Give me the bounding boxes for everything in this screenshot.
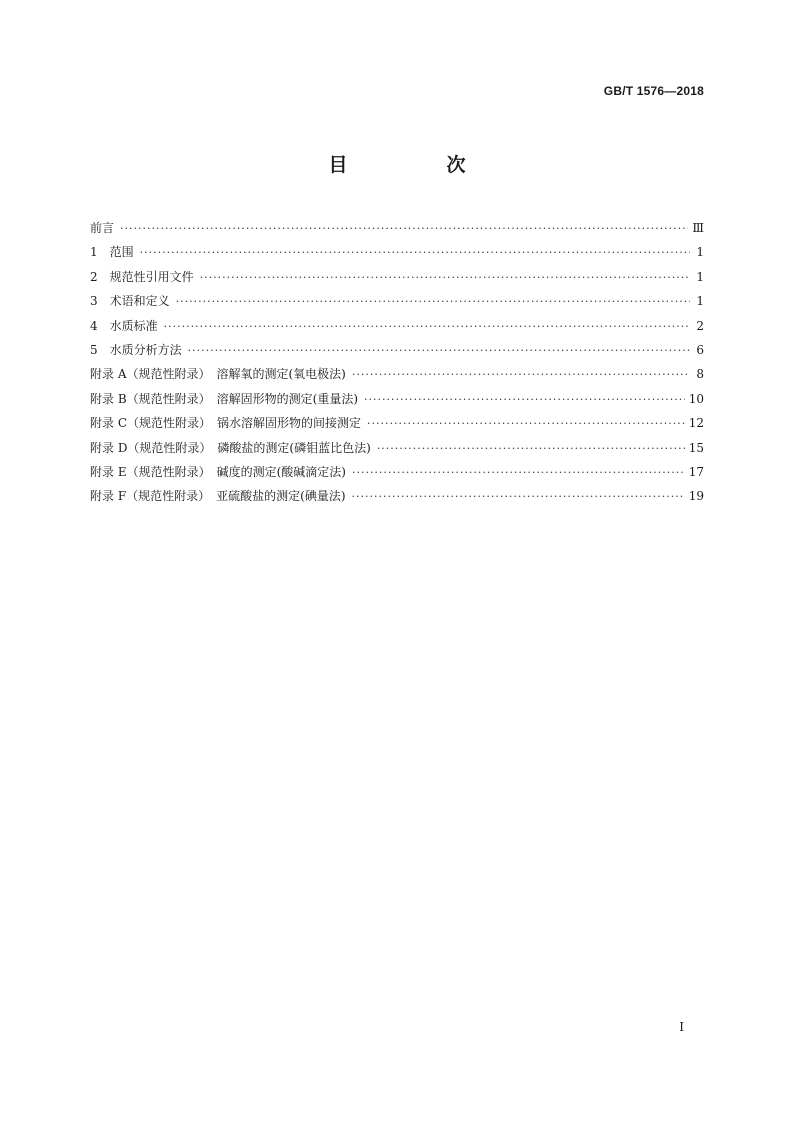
toc-leader-dots xyxy=(364,388,685,412)
toc-entry-annex-e[interactable] xyxy=(90,460,704,484)
toc-entry-page: Ⅲ xyxy=(692,221,704,235)
toc-entry-analysis-methods[interactable] xyxy=(90,338,704,362)
toc-entry-label: 附录 F（规范性附录） 亚硫酸盐的测定(碘量法) xyxy=(90,489,346,504)
toc-entry-label: 5 水质分析方法 xyxy=(90,342,182,357)
toc-entry-water-quality-standard[interactable] xyxy=(90,314,704,338)
toc-entry-label: 附录 C（规范性附录） 锅水溶解固形物的间接测定 xyxy=(90,416,361,431)
toc-entry-label: 前言 xyxy=(90,221,115,235)
toc-entry-label: 3 术语和定义 xyxy=(90,294,170,309)
toc-entry-page: 19 xyxy=(688,489,704,504)
toc-entry-annex-f[interactable] xyxy=(90,484,704,508)
toc-leader-dots xyxy=(176,290,690,314)
toc-entry-scope[interactable] xyxy=(90,240,704,264)
toc-entry-annex-a[interactable] xyxy=(90,362,704,386)
toc-entry-label: 附录 A（规范性附录） 溶解氧的测定(氧电极法) xyxy=(90,367,346,382)
toc-entry-page: 1 xyxy=(696,245,704,260)
toc-entry-label: 附录 E（规范性附录） 碱度的测定(酸碱滴定法) xyxy=(90,464,346,479)
toc-entry-page: 1 xyxy=(696,294,704,309)
toc-entry-page: 1 xyxy=(696,269,704,284)
toc-entry-page: 6 xyxy=(696,342,704,357)
toc-leader-dots xyxy=(120,217,688,241)
toc-leader-dots xyxy=(367,412,685,436)
toc-entry-label: 附录 D（规范性附录） 磷酸盐的测定(磷钼蓝比色法) xyxy=(90,440,371,455)
toc-entry-page: 15 xyxy=(688,440,704,455)
toc-entry-label: 附录 B（规范性附录） 溶解固形物的测定(重量法) xyxy=(90,391,358,406)
toc-leader-dots xyxy=(377,437,685,461)
toc-leader-dots xyxy=(352,363,690,387)
toc-entry-label: 4 水质标准 xyxy=(90,318,158,333)
toc-entry-page: 10 xyxy=(688,391,704,406)
table-of-contents xyxy=(90,216,704,509)
toc-entry-page: 8 xyxy=(696,367,704,382)
page-number: I xyxy=(679,1020,684,1034)
toc-entry-label: 2 规范性引用文件 xyxy=(90,269,194,284)
toc-entry-annex-c[interactable] xyxy=(90,411,704,435)
toc-entry-label: 1 范围 xyxy=(90,245,134,260)
page-title: 目 次 xyxy=(328,154,506,176)
toc-entry-page: 17 xyxy=(688,464,704,479)
toc-leader-dots xyxy=(140,241,690,265)
toc-entry-annex-d[interactable] xyxy=(90,436,704,460)
toc-entry-annex-b[interactable] xyxy=(90,387,704,411)
toc-entry-foreword[interactable] xyxy=(90,216,704,240)
toc-leader-dots xyxy=(188,339,690,363)
toc-leader-dots xyxy=(164,315,690,339)
toc-leader-dots xyxy=(352,485,685,509)
toc-entry-page: 12 xyxy=(688,416,704,431)
toc-leader-dots xyxy=(352,461,685,485)
toc-leader-dots xyxy=(200,266,690,290)
toc-entry-page: 2 xyxy=(696,318,704,333)
toc-entry-terms-definitions[interactable] xyxy=(90,289,704,313)
toc-entry-normative-references[interactable] xyxy=(90,265,704,289)
standard-code: GB/T 1576—2018 xyxy=(603,84,704,98)
